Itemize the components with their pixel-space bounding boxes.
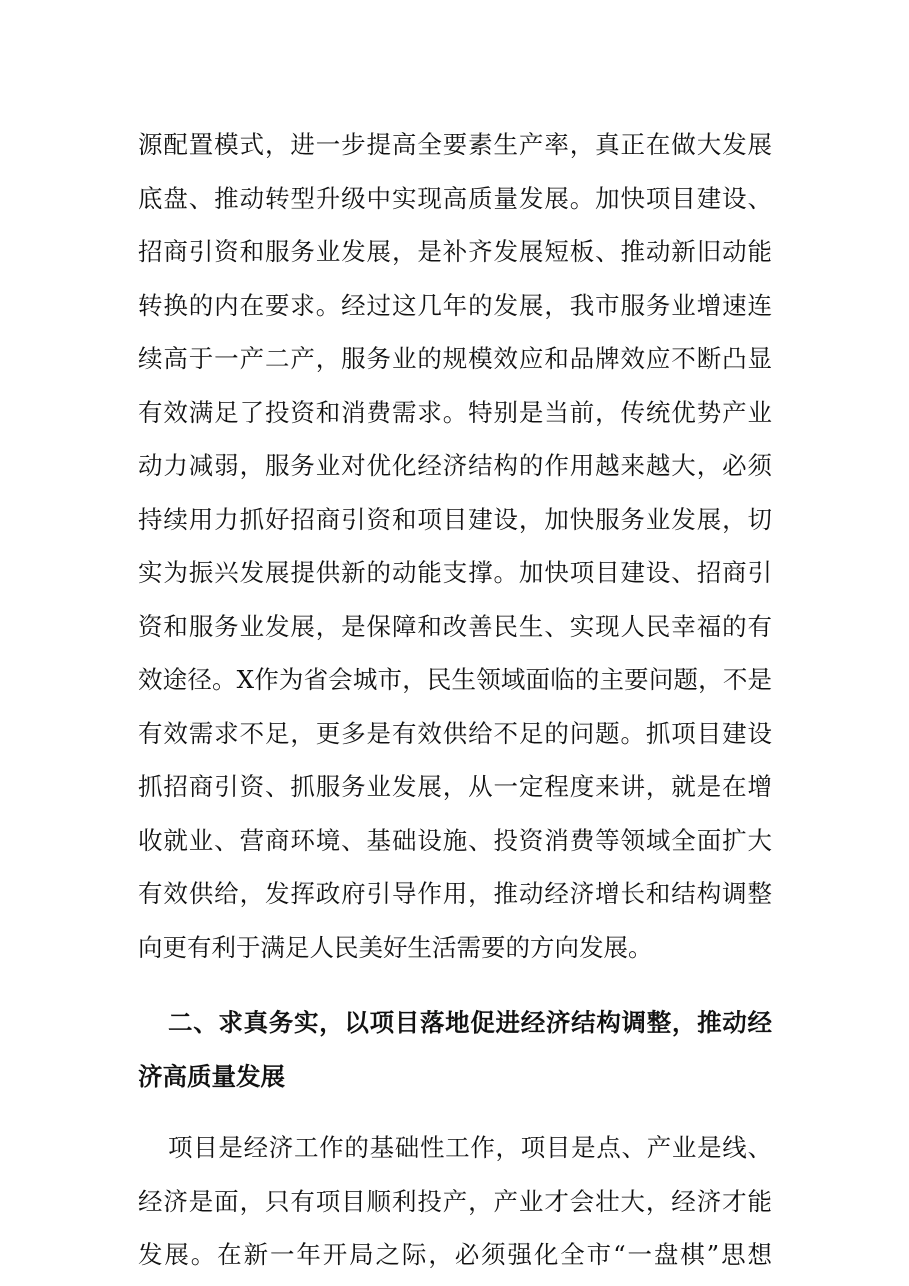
body-paragraph-2 xyxy=(138,1121,772,1282)
document-page xyxy=(138,118,772,1282)
text-line: 向更有利于满足人民美好生活需要的方向发展。 xyxy=(138,932,653,962)
text-line: 转换的内在要求。经过这几年的发展，我市服务业增速连 xyxy=(138,290,772,320)
section-heading xyxy=(138,996,772,1104)
text-line: 持续用力抓好招商引资和项目建设，加快服务业发展，切 xyxy=(138,504,772,534)
text-line: 实为振兴发展提供新的动能支撑。加快项目建设、招商引 xyxy=(138,558,772,587)
text-line: 项目是经济工作的基础性工作，项目是点、产业是线、 xyxy=(168,1133,772,1162)
text-line: 发展。在新一年开局之际，必须强化全市“一盘棋”思想 xyxy=(138,1240,772,1269)
text-line: 经济是面，只有项目顺利投产，产业才会壮大，经济才能 xyxy=(138,1186,772,1216)
text-line: 效途径。X作为省会城市，民生领域面临的主要问题，不是 xyxy=(138,665,772,694)
heading-line: 济高质量发展 xyxy=(138,1062,285,1091)
body-paragraph-1 xyxy=(138,118,772,974)
text-line: 有效需求不足，更多是有效供给不足的问题。抓项目建设 xyxy=(138,718,772,748)
text-line: 有效供给，发挥政府引导作用，推动经济增长和结构调整 xyxy=(138,879,772,908)
text-line: 有效满足了投资和消费需求。特别是当前，传统优势产业 xyxy=(138,397,772,427)
text-line: 资和服务业发展，是保障和改善民生、实现人民幸福的有 xyxy=(138,611,772,641)
text-line: 动力减弱，服务业对优化经济结构的作用越来越大，必须 xyxy=(138,451,772,480)
text-line: 招商引资和服务业发展，是补齐发展短板、推动新旧动能 xyxy=(138,237,772,266)
text-line: 底盘、推动转型升级中实现高质量发展。加快项目建设、 xyxy=(138,183,772,213)
text-line: 收就业、营商环境、基础设施、投资消费等领域全面扩大 xyxy=(138,825,772,855)
heading-line: 二、求真务实，以项目落地促进经济结构调整，推动经 xyxy=(168,1008,772,1037)
text-line: 抓招商引资、抓服务业发展，从一定程度来讲，就是在增 xyxy=(138,772,772,801)
text-line: 续高于一产二产，服务业的规模效应和品牌效应不断凸显 xyxy=(138,344,772,373)
text-line: 源配置模式，进一步提高全要素生产率，真正在做大发展 xyxy=(138,130,772,159)
